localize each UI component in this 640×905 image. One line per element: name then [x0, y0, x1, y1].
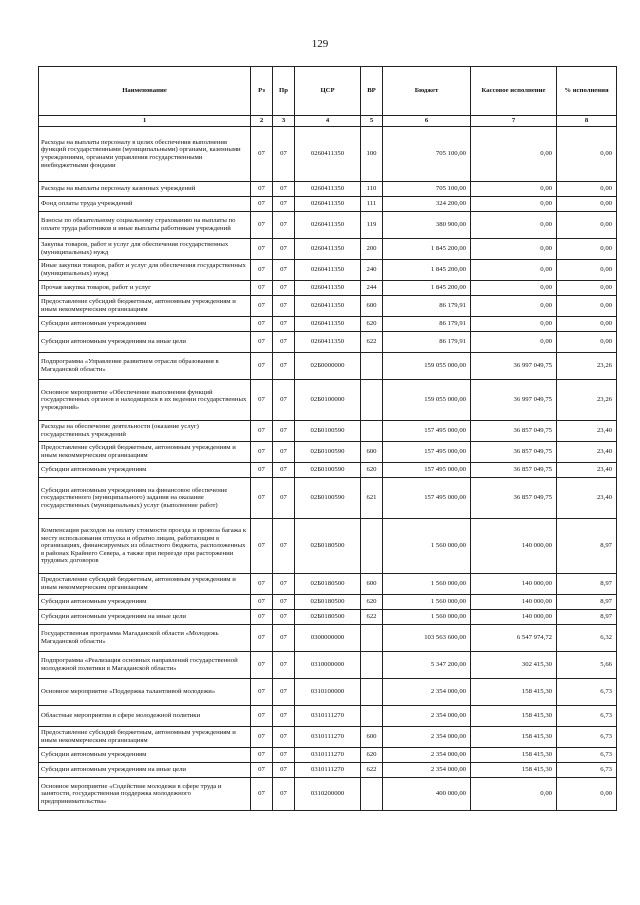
- row-pct: 8,97: [557, 595, 617, 610]
- row-csr: 0300000000: [295, 625, 361, 652]
- table-row: [39, 625, 617, 652]
- row-cash: 0,00: [471, 778, 557, 811]
- row-budget: 2 354 000,00: [383, 727, 471, 748]
- header-csr: ЦСР: [295, 67, 361, 116]
- row-name: Субсидии автономным учреждениям: [39, 317, 251, 332]
- row-csr: 02Б0100590: [295, 442, 361, 463]
- row-budget: 86 179,91: [383, 317, 471, 332]
- table-row: [39, 478, 617, 519]
- page-number: 129: [311, 38, 329, 50]
- row-name: Предоставление субсидий бюджетным, автономным учреждениям и иным некоммерческим организациям: [39, 727, 251, 748]
- row-pr: 07: [273, 679, 295, 706]
- row-rz: 07: [251, 353, 273, 380]
- row-csr: 0260411350: [295, 296, 361, 317]
- row-vr: 100: [361, 127, 383, 182]
- row-name: Закупка товаров, работ и услуг для обеспечения государственных (муниципальных) нужд: [39, 239, 251, 260]
- row-csr: 0310111270: [295, 727, 361, 748]
- row-csr: 02Б0180500: [295, 610, 361, 625]
- row-rz: 07: [251, 625, 273, 652]
- row-cash: 0,00: [471, 281, 557, 296]
- row-budget: 157 495 000,00: [383, 478, 471, 519]
- row-cash: 0,00: [471, 332, 557, 353]
- table-row: [39, 182, 617, 197]
- row-cash: 158 415,30: [471, 748, 557, 763]
- row-cash: 0,00: [471, 239, 557, 260]
- row-vr: 119: [361, 212, 383, 239]
- row-csr: 0310111270: [295, 763, 361, 778]
- row-pr: 07: [273, 421, 295, 442]
- row-name: Областные мероприятия в сфере молодежной политики: [39, 706, 251, 727]
- table-row: [39, 574, 617, 595]
- row-vr: 600: [361, 574, 383, 595]
- row-pr: 07: [273, 763, 295, 778]
- table-row: [39, 652, 617, 679]
- row-pct: 8,97: [557, 610, 617, 625]
- row-rz: 07: [251, 610, 273, 625]
- header-rz: Рз: [251, 67, 273, 116]
- row-csr: 02Б0100590: [295, 421, 361, 442]
- table-row: [39, 442, 617, 463]
- row-csr: 02Б0180500: [295, 519, 361, 574]
- row-vr: 620: [361, 463, 383, 478]
- row-name: Предоставление субсидий бюджетным, автономным учреждениям и иным некоммерческим организациям: [39, 442, 251, 463]
- row-pct: 0,00: [557, 197, 617, 212]
- row-vr: [361, 353, 383, 380]
- row-name: Подпрограмма «Реализация основных направлений государственной молодежной политики в Магаданской области»: [39, 652, 251, 679]
- row-pr: 07: [273, 239, 295, 260]
- row-csr: 02Б0100590: [295, 478, 361, 519]
- row-rz: 07: [251, 127, 273, 182]
- row-pr: 07: [273, 442, 295, 463]
- row-cash: 6 547 974,72: [471, 625, 557, 652]
- row-budget: 1 845 200,00: [383, 239, 471, 260]
- row-cash: 36 857 049,75: [471, 463, 557, 478]
- row-vr: [361, 519, 383, 574]
- row-rz: 07: [251, 296, 273, 317]
- row-pct: 23,26: [557, 353, 617, 380]
- budget-table: [38, 66, 617, 811]
- row-csr: 0310100000: [295, 679, 361, 706]
- row-budget: 159 055 000,00: [383, 380, 471, 421]
- row-name: Субсидии автономным учреждениям: [39, 595, 251, 610]
- row-rz: 07: [251, 706, 273, 727]
- table-row: [39, 127, 617, 182]
- row-pct: 23,40: [557, 442, 617, 463]
- row-pr: 07: [273, 727, 295, 748]
- row-name: Прочая закупка товаров, работ и услуг: [39, 281, 251, 296]
- row-vr: 600: [361, 727, 383, 748]
- row-rz: 07: [251, 260, 273, 281]
- column-number-row: [39, 116, 617, 127]
- header-vr: ВР: [361, 67, 383, 116]
- table-row: [39, 380, 617, 421]
- table-row: [39, 296, 617, 317]
- row-vr: 600: [361, 442, 383, 463]
- row-pr: 07: [273, 281, 295, 296]
- row-pct: 8,97: [557, 519, 617, 574]
- row-cash: 36 857 049,75: [471, 421, 557, 442]
- row-budget: 2 354 000,00: [383, 748, 471, 763]
- row-pct: 5,66: [557, 652, 617, 679]
- header-pct: % исполнения: [557, 67, 617, 116]
- row-cash: 158 415,30: [471, 727, 557, 748]
- row-vr: [361, 679, 383, 706]
- column-number: 8: [557, 116, 617, 127]
- row-cash: 140 000,00: [471, 610, 557, 625]
- row-pct: 0,00: [557, 260, 617, 281]
- row-vr: [361, 421, 383, 442]
- row-vr: 622: [361, 763, 383, 778]
- row-name: Фонд оплаты труда учреждений: [39, 197, 251, 212]
- row-cash: 158 415,30: [471, 706, 557, 727]
- table-row: [39, 197, 617, 212]
- row-pr: 07: [273, 353, 295, 380]
- table-row: [39, 727, 617, 748]
- row-vr: [361, 778, 383, 811]
- row-rz: 07: [251, 197, 273, 212]
- row-pct: 0,00: [557, 778, 617, 811]
- row-name: Подпрограмма «Управление развитием отрасли образования в Магаданской области»: [39, 353, 251, 380]
- row-vr: 600: [361, 296, 383, 317]
- row-csr: 0310111270: [295, 748, 361, 763]
- header-row: [39, 67, 617, 116]
- row-csr: 0260411350: [295, 260, 361, 281]
- row-pct: 6,73: [557, 727, 617, 748]
- column-number: 1: [39, 116, 251, 127]
- row-pct: 0,00: [557, 212, 617, 239]
- row-csr: 0260411350: [295, 332, 361, 353]
- row-csr: 0260411350: [295, 317, 361, 332]
- row-csr: 0260411350: [295, 212, 361, 239]
- row-budget: 5 347 200,00: [383, 652, 471, 679]
- row-csr: 0260411350: [295, 197, 361, 212]
- row-budget: 157 495 000,00: [383, 442, 471, 463]
- row-pct: 6,73: [557, 706, 617, 727]
- row-budget: 2 354 000,00: [383, 679, 471, 706]
- table-row: [39, 317, 617, 332]
- row-vr: 244: [361, 281, 383, 296]
- row-pr: 07: [273, 748, 295, 763]
- row-rz: 07: [251, 595, 273, 610]
- row-vr: [361, 652, 383, 679]
- row-budget: 157 495 000,00: [383, 463, 471, 478]
- row-csr: 0310000000: [295, 652, 361, 679]
- row-name: Основное мероприятие «Поддержка талантливой молодежи»: [39, 679, 251, 706]
- row-csr: 02Б0100590: [295, 463, 361, 478]
- column-number: 3: [273, 116, 295, 127]
- row-cash: 36 857 049,75: [471, 478, 557, 519]
- row-name: Расходы на выплаты персоналу казенных учреждений: [39, 182, 251, 197]
- row-pr: 07: [273, 574, 295, 595]
- row-rz: 07: [251, 652, 273, 679]
- row-pr: 07: [273, 652, 295, 679]
- row-csr: 0310111270: [295, 706, 361, 727]
- row-name: Основное мероприятие «Содействие молодежи в сфере труда и занятости, государственная поддержка молодежного предпринимательства»: [39, 778, 251, 811]
- row-csr: 0260411350: [295, 182, 361, 197]
- row-name: Расходы на выплаты персоналу в целях обеспечения выполнения функций государственными (муниципальными) органами, казенными учреждениями, органами управления государственными внебюджетными фондами: [39, 127, 251, 182]
- row-cash: 0,00: [471, 127, 557, 182]
- row-budget: 1 560 000,00: [383, 574, 471, 595]
- row-cash: 158 415,30: [471, 679, 557, 706]
- row-vr: 622: [361, 610, 383, 625]
- row-rz: 07: [251, 463, 273, 478]
- row-name: Субсидии автономным учреждениям: [39, 748, 251, 763]
- row-vr: 200: [361, 239, 383, 260]
- row-pct: 0,00: [557, 127, 617, 182]
- row-pr: 07: [273, 182, 295, 197]
- row-budget: 705 100,00: [383, 127, 471, 182]
- row-name: Субсидии автономным учреждениям: [39, 463, 251, 478]
- row-rz: 07: [251, 212, 273, 239]
- row-cash: 140 000,00: [471, 519, 557, 574]
- row-pr: 07: [273, 260, 295, 281]
- row-name: Субсидии автономным учреждениям на иные цели: [39, 610, 251, 625]
- table-row: [39, 332, 617, 353]
- row-cash: 158 415,30: [471, 763, 557, 778]
- row-cash: 0,00: [471, 296, 557, 317]
- row-budget: 324 200,00: [383, 197, 471, 212]
- row-csr: 02Б0100000: [295, 380, 361, 421]
- row-budget: 400 000,00: [383, 778, 471, 811]
- row-rz: 07: [251, 281, 273, 296]
- row-csr: 02Б0180500: [295, 595, 361, 610]
- row-vr: 620: [361, 317, 383, 332]
- row-name: Расходы на обеспечение деятельности (оказание услуг) государственных учреждений: [39, 421, 251, 442]
- table-body: [39, 127, 617, 811]
- column-number: 6: [383, 116, 471, 127]
- row-name: Предоставление субсидий бюджетным, автономным учреждениям и иным некоммерческим организациям: [39, 574, 251, 595]
- row-pr: 07: [273, 778, 295, 811]
- row-pct: 0,00: [557, 296, 617, 317]
- row-pr: 07: [273, 380, 295, 421]
- table-row: [39, 519, 617, 574]
- row-vr: 111: [361, 197, 383, 212]
- row-vr: 240: [361, 260, 383, 281]
- row-pr: 07: [273, 332, 295, 353]
- row-cash: 0,00: [471, 317, 557, 332]
- row-pr: 07: [273, 212, 295, 239]
- row-csr: 0310200000: [295, 778, 361, 811]
- table-row: [39, 706, 617, 727]
- row-cash: 0,00: [471, 197, 557, 212]
- row-pct: 0,00: [557, 239, 617, 260]
- row-pct: 6,32: [557, 625, 617, 652]
- row-rz: 07: [251, 679, 273, 706]
- row-budget: 103 563 600,00: [383, 625, 471, 652]
- row-budget: 705 100,00: [383, 182, 471, 197]
- row-pct: 0,00: [557, 332, 617, 353]
- row-pct: 23,40: [557, 421, 617, 442]
- row-csr: 0260411350: [295, 239, 361, 260]
- row-name: Иные закупки товаров, работ и услуг для обеспечения государственных (муниципальных) нужд: [39, 260, 251, 281]
- column-number: 2: [251, 116, 273, 127]
- row-pr: 07: [273, 610, 295, 625]
- row-pct: 23,40: [557, 478, 617, 519]
- row-pct: 6,73: [557, 763, 617, 778]
- row-pr: 07: [273, 625, 295, 652]
- table-row: [39, 778, 617, 811]
- row-pr: 07: [273, 595, 295, 610]
- row-cash: 0,00: [471, 182, 557, 197]
- row-name: Предоставление субсидий бюджетным, автономным учреждениям и иным некоммерческим организациям: [39, 296, 251, 317]
- row-csr: 0260411350: [295, 127, 361, 182]
- table-row: [39, 239, 617, 260]
- row-cash: 36 997 049,75: [471, 380, 557, 421]
- row-pr: 07: [273, 478, 295, 519]
- row-pr: 07: [273, 519, 295, 574]
- table-row: [39, 610, 617, 625]
- row-budget: 159 055 000,00: [383, 353, 471, 380]
- row-name: Субсидии автономным учреждениям на иные цели: [39, 332, 251, 353]
- header-pr: Пр: [273, 67, 295, 116]
- row-pct: 6,73: [557, 748, 617, 763]
- row-vr: [361, 380, 383, 421]
- row-pct: 0,00: [557, 317, 617, 332]
- row-cash: 36 997 049,75: [471, 353, 557, 380]
- row-rz: 07: [251, 727, 273, 748]
- row-pr: 07: [273, 296, 295, 317]
- row-budget: 86 179,91: [383, 332, 471, 353]
- header-budget: Бюджет: [383, 67, 471, 116]
- row-csr: 02Б0180500: [295, 574, 361, 595]
- row-rz: 07: [251, 748, 273, 763]
- row-cash: 0,00: [471, 212, 557, 239]
- table-row: [39, 748, 617, 763]
- row-pr: 07: [273, 706, 295, 727]
- row-rz: 07: [251, 442, 273, 463]
- row-rz: 07: [251, 519, 273, 574]
- row-rz: 07: [251, 332, 273, 353]
- row-cash: 302 415,30: [471, 652, 557, 679]
- row-vr: 620: [361, 595, 383, 610]
- row-budget: 1 560 000,00: [383, 595, 471, 610]
- column-number: 5: [361, 116, 383, 127]
- row-rz: 07: [251, 763, 273, 778]
- column-number: 4: [295, 116, 361, 127]
- table-row: [39, 260, 617, 281]
- row-budget: 86 179,91: [383, 296, 471, 317]
- row-rz: 07: [251, 239, 273, 260]
- row-name: Компенсация расходов на оплату стоимости проезда и провоза багажа к месту использования отпуска и обратно лицам, работающим в организациях, финансируемых из областного бюджета, расположенных в районах Крайнего Севера, а также при переезде при расторжении трудовых договоров: [39, 519, 251, 574]
- row-pct: 0,00: [557, 182, 617, 197]
- row-vr: 621: [361, 478, 383, 519]
- row-budget: 1 845 200,00: [383, 260, 471, 281]
- table-row: [39, 679, 617, 706]
- row-budget: 1 560 000,00: [383, 610, 471, 625]
- row-name: Субсидии автономным учреждениям на иные цели: [39, 763, 251, 778]
- row-budget: 380 900,00: [383, 212, 471, 239]
- row-csr: 0260411350: [295, 281, 361, 296]
- row-budget: 1 845 200,00: [383, 281, 471, 296]
- row-name: Государственная программа Магаданской области «Молодежь Магаданской области»: [39, 625, 251, 652]
- column-number: 7: [471, 116, 557, 127]
- row-rz: 07: [251, 574, 273, 595]
- row-rz: 07: [251, 380, 273, 421]
- row-pct: 23,26: [557, 380, 617, 421]
- row-name: Взносы по обязательному социальному страхованию на выплаты по оплате труда работников и иные выплаты работникам учреждений: [39, 212, 251, 239]
- table-row: [39, 421, 617, 442]
- table-row: [39, 353, 617, 380]
- row-budget: 157 495 000,00: [383, 421, 471, 442]
- row-pr: 07: [273, 463, 295, 478]
- row-pct: 8,97: [557, 574, 617, 595]
- row-vr: 620: [361, 748, 383, 763]
- row-rz: 07: [251, 317, 273, 332]
- header-cash: Кассовое исполнение: [471, 67, 557, 116]
- row-budget: 2 354 000,00: [383, 706, 471, 727]
- row-pct: 0,00: [557, 281, 617, 296]
- row-pr: 07: [273, 317, 295, 332]
- row-rz: 07: [251, 478, 273, 519]
- row-pr: 07: [273, 197, 295, 212]
- row-vr: 622: [361, 332, 383, 353]
- row-vr: 110: [361, 182, 383, 197]
- row-csr: 02Б0000000: [295, 353, 361, 380]
- table-row: [39, 212, 617, 239]
- row-cash: 36 857 049,75: [471, 442, 557, 463]
- row-rz: 07: [251, 421, 273, 442]
- row-cash: 0,00: [471, 260, 557, 281]
- row-rz: 07: [251, 182, 273, 197]
- row-cash: 140 000,00: [471, 574, 557, 595]
- header-name: Наименование: [39, 67, 251, 116]
- row-rz: 07: [251, 778, 273, 811]
- row-pct: 23,40: [557, 463, 617, 478]
- table-row: [39, 281, 617, 296]
- row-vr: [361, 625, 383, 652]
- table-row: [39, 595, 617, 610]
- table-row: [39, 463, 617, 478]
- row-pct: 6,73: [557, 679, 617, 706]
- row-pr: 07: [273, 127, 295, 182]
- row-name: Основное мероприятие «Обеспечение выполнения функций государственных органов и находящихся в их ведении государственных учреждений»: [39, 380, 251, 421]
- row-name: Субсидии автономным учреждениям на финансовое обеспечение государственного (муниципального) задания на оказание государственных (муниципальных) услуг (выполнение работ): [39, 478, 251, 519]
- table-row: [39, 763, 617, 778]
- row-cash: 140 000,00: [471, 595, 557, 610]
- row-budget: 1 560 000,00: [383, 519, 471, 574]
- row-vr: [361, 706, 383, 727]
- row-budget: 2 354 000,00: [383, 763, 471, 778]
